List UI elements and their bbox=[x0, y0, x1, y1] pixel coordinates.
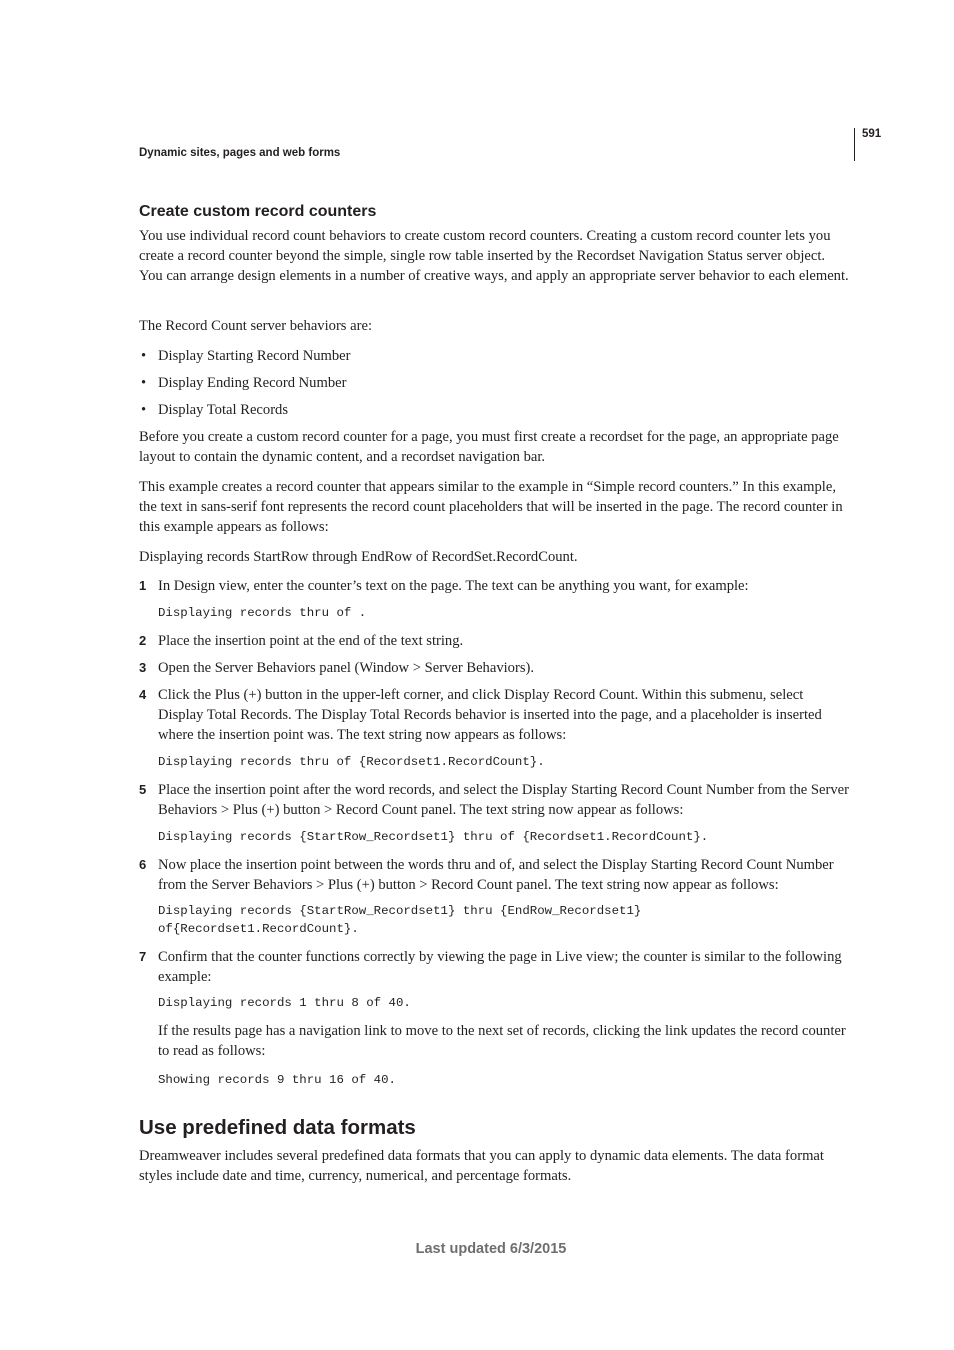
step-text: Now place the insertion point between the words thru and of, and select the Display Starting Record Count Number from the Server Behaviors > Plus (+) button > Record Count panel. The text string now appear as follows: bbox=[158, 857, 834, 893]
step-number: 2 bbox=[139, 633, 147, 648]
code-sample: of{Recordset1.RecordCount}. bbox=[158, 922, 359, 936]
intro-paragraph: You use individual record count behaviors to create custom record counters. Creating a custom record counter lets you create a record counter beyond the simple, single row table inserted by the Recordset Navigation Status server object. You can arrange design elements in a number of creative ways, and apply an appropriate server behavior to each element. bbox=[139, 228, 849, 284]
step-number: 6 bbox=[139, 857, 147, 872]
code-sample: Displaying records {StartRow_Recordset1} thru of {Recordset1.RecordCount}. bbox=[158, 830, 709, 844]
bullet-marker: • bbox=[141, 375, 147, 391]
section2-paragraph: Dreamweaver includes several predefined data formats that you can apply to dynamic data elements. The data format styles include date and time, currency, numerical, and percentage formats. bbox=[139, 1148, 824, 1184]
step-number: 5 bbox=[139, 782, 147, 797]
step-number: 3 bbox=[139, 660, 147, 675]
step-number: 1 bbox=[139, 578, 147, 593]
page-number: 591 bbox=[862, 128, 882, 140]
list-item: Display Total Records bbox=[158, 402, 289, 418]
step-number: 7 bbox=[139, 949, 147, 964]
example-paragraph: This example creates a record counter that appears similar to the example in “Simple record counters.” In this example, the text in sans-serif font represents the record count placeholders that will be inserted in the page. The record counter in this example appears as follows: bbox=[139, 479, 843, 535]
list-item: Display Starting Record Number bbox=[158, 348, 351, 364]
last-updated: Last updated 6/3/2015 bbox=[415, 1241, 567, 1257]
section-heading: Create custom record counters bbox=[139, 203, 377, 220]
code-sample: Displaying records thru of . bbox=[158, 606, 367, 620]
code-sample: Displaying records 1 thru 8 of 40. bbox=[158, 996, 411, 1010]
step-number: 4 bbox=[139, 687, 147, 702]
code-sample: Showing records 9 thru 16 of 40. bbox=[158, 1073, 396, 1087]
step-text: Place the insertion point at the end of the text string. bbox=[158, 633, 464, 649]
example-line: Displaying records StartRow through EndRow of RecordSet.RecordCount. bbox=[139, 549, 578, 565]
step-text: Place the insertion point after the word records, and select the Display Starting Record Count Number from the Server Behaviors > Plus (+) button > Record Count panel. The text string now appear as follows: bbox=[158, 782, 849, 818]
section-heading: Use predefined data formats bbox=[139, 1116, 416, 1139]
list-item: Display Ending Record Number bbox=[158, 375, 347, 391]
before-paragraph: Before you create a custom record counter for a page, you must first create a recordset for the page, an appropriate page layout to contain the dynamic content, and a recordset navigation bar. bbox=[139, 429, 839, 465]
header-divider bbox=[854, 128, 855, 161]
step-text: Click the Plus (+) button in the upper-left corner, and click Display Record Count. Within this submenu, select Display Total Records. The Display Total Records behavior is inserted into the page, and a placeholder is inserted where the insertion point was. The text string now appears as follows: bbox=[158, 687, 822, 743]
step-followup: If the results page has a navigation link to move to the next set of records, clicking the link updates the record counter to read as follows: bbox=[158, 1023, 846, 1059]
step-text: Open the Server Behaviors panel (Window > Server Behaviors). bbox=[158, 660, 535, 676]
code-sample: Displaying records thru of {Recordset1.RecordCount}. bbox=[158, 755, 545, 769]
step-text: In Design view, enter the counter’s text on the page. The text can be anything you want, for example: bbox=[158, 578, 749, 594]
running-head: Dynamic sites, pages and web forms bbox=[139, 147, 341, 159]
behaviors-lead: The Record Count server behaviors are: bbox=[139, 318, 373, 334]
step-text: Confirm that the counter functions correctly by viewing the page in Live view; the counter is similar to the following example: bbox=[158, 949, 842, 985]
bullet-marker: • bbox=[141, 402, 147, 418]
code-sample: Displaying records {StartRow_Recordset1} thru {EndRow_Recordset1} bbox=[158, 904, 642, 918]
bullet-marker: • bbox=[141, 348, 147, 364]
